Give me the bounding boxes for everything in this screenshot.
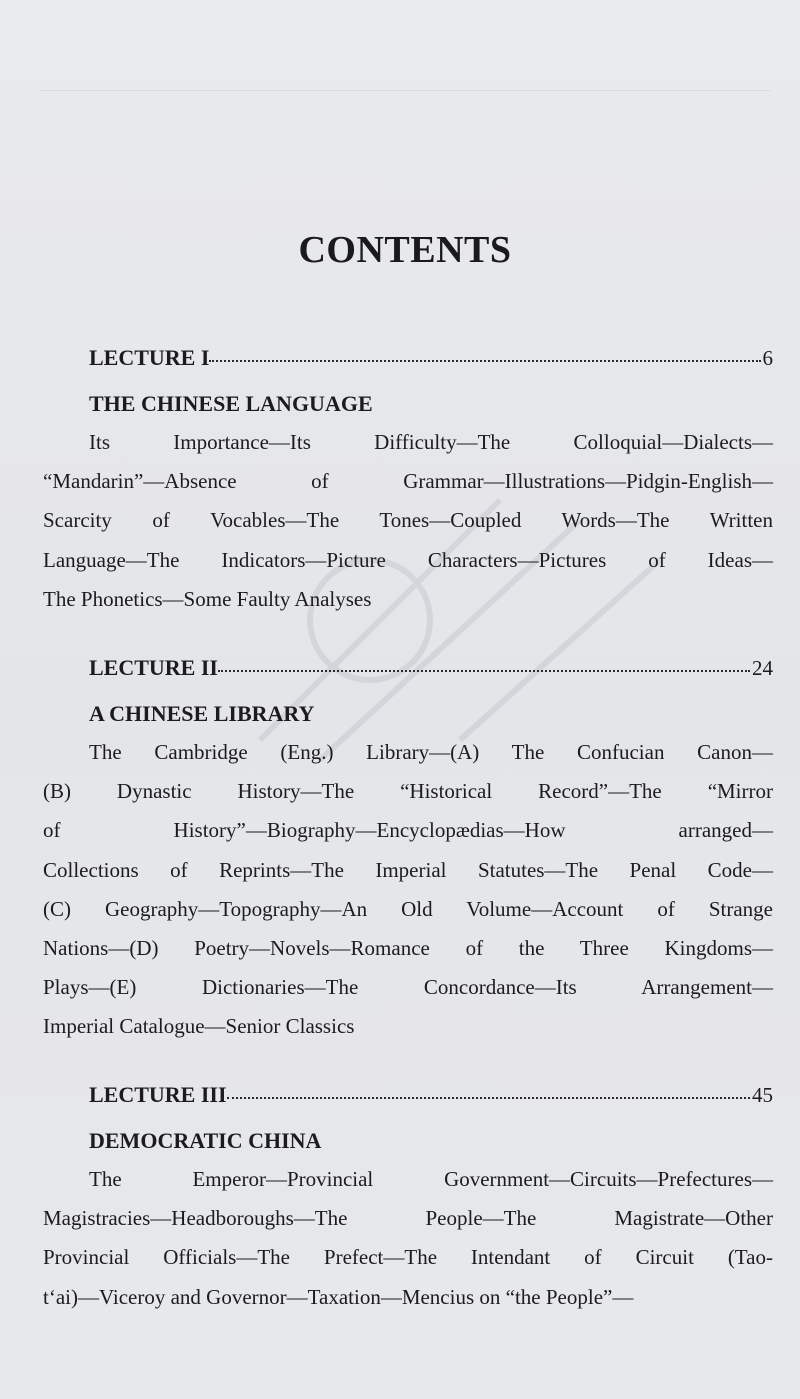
lecture-2-subtitle: A CHINESE LIBRARY xyxy=(89,701,315,726)
summary-line: Language—The Indicators—Picture Characters—Pictures of Ideas— xyxy=(43,547,773,572)
summary-line: Plays—(E) Dictionaries—The Concordance—Its Arrangement— xyxy=(43,975,773,1000)
summary-line: (C) Geography—Topography—An Old Volume—Account of Strange xyxy=(43,896,773,921)
lecture-2-heading[interactable] xyxy=(89,655,773,694)
lecture-2-summary xyxy=(43,733,773,1047)
summary-line: Magistracies—Headboroughs—The People—The Magistrate—Other xyxy=(43,1206,773,1231)
summary-line: The Emperor—Provincial Government—Circuits—Prefectures— xyxy=(89,1167,773,1191)
lecture-3-summary xyxy=(43,1160,773,1317)
summary-line: “Mandarin”—Absence of Grammar—Illustrations—Pidgin-English— xyxy=(43,469,773,494)
dot-leader xyxy=(218,670,750,672)
summary-line: (B) Dynastic History—The “Historical Record”—The “Mirror xyxy=(43,779,773,804)
lecture-2-label: LECTURE II xyxy=(89,655,218,680)
summary-line: The Phonetics—Some Faulty Analyses xyxy=(43,586,372,611)
lecture-1-label: LECTURE I xyxy=(89,345,210,370)
summary-line: t‘ai)—Viceroy and Governor—Taxation—Mencius on “the People”— xyxy=(43,1284,634,1309)
summary-line: The Cambridge (Eng.) Library—(A) The Confucian Canon— xyxy=(89,740,773,764)
summary-line: Collections of Reprints—The Imperial Statutes—The Penal Code— xyxy=(43,857,773,882)
lecture-3-heading[interactable] xyxy=(89,1082,773,1121)
summary-line: Imperial Catalogue—Senior Classics xyxy=(43,1014,355,1039)
bleed-through-rule xyxy=(40,90,770,91)
summary-line: Nations—(D) Poetry—Novels—Romance of the Three Kingdoms— xyxy=(43,936,773,961)
lecture-3-subtitle: DEMOCRATIC CHINA xyxy=(89,1128,322,1153)
lecture-3-page-number: 45 xyxy=(752,1083,773,1107)
page-title: CONTENTS xyxy=(298,229,512,271)
lecture-3-entry xyxy=(43,1082,773,1317)
lecture-3-label: LECTURE III xyxy=(89,1082,227,1107)
summary-line: Scarcity of Vocables—The Tones—Coupled Words—The Written xyxy=(43,508,773,533)
dot-leader xyxy=(227,1097,750,1099)
lecture-2-page-number: 24 xyxy=(752,656,773,680)
summary-line: of History”—Biography—Encyclopædias—How arranged— xyxy=(43,818,773,843)
summary-line: Its Importance—Its Difficulty—The Colloquial—Dialects— xyxy=(89,430,773,454)
lecture-1-heading[interactable] xyxy=(89,345,773,384)
lecture-1-page-number: 6 xyxy=(762,346,773,370)
dot-leader xyxy=(209,360,760,362)
lecture-1-subtitle: THE CHINESE LANGUAGE xyxy=(89,391,373,416)
lecture-1-summary xyxy=(43,423,773,619)
summary-line: Provincial Officials—The Prefect—The Intendant of Circuit (Tao- xyxy=(43,1245,773,1270)
lecture-1-entry xyxy=(43,345,773,619)
lecture-2-entry xyxy=(43,655,773,1047)
